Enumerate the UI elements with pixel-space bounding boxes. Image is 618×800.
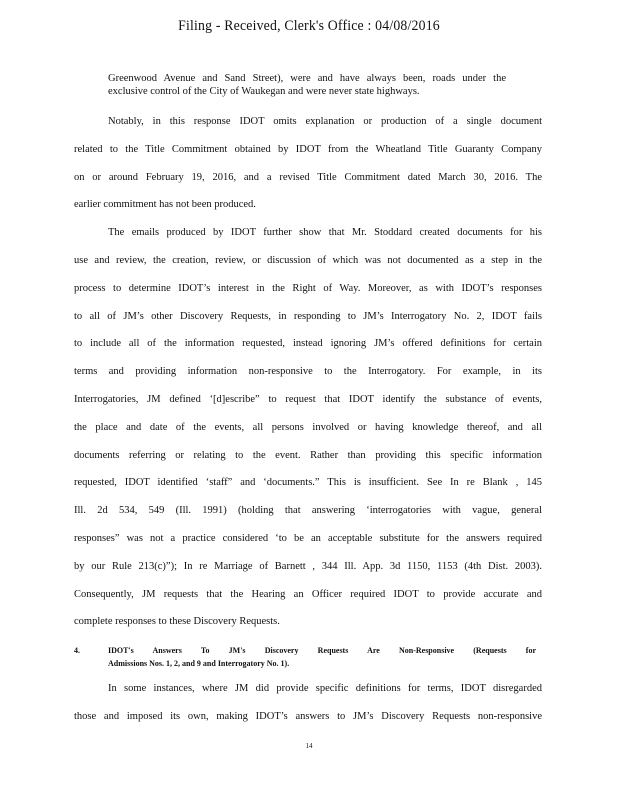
text-line: Notably, in this response IDOT omits explanation or production of a single document [108,116,542,127]
section-heading-line-1: IDOT's Answers To JM's Discovery Requests Are Non-Responsive (Requests for [108,646,536,655]
text-line: responses” was not a practice considered ‘to be an acceptable substitute for the answers required [74,533,542,544]
text-line: documents referring or relating to the event. Rather than providing this specific information [74,450,542,461]
filing-header: Filing - Received, Clerk's Office : 04/08/2016 [178,18,440,34]
section-heading-line-2: Admissions Nos. 1, 2, and 9 and Interrogatory No. 1). [108,659,290,668]
text-line: on or around February 19, 2016, and a revised Title Commitment dated March 30, 2016. The [74,172,542,183]
section-number: 4. [74,646,80,655]
text-line: Consequently, JM requests that the Hearing an Officer required IDOT to provide accurate and [74,589,542,600]
text-line: Greenwood Avenue and Sand Street), were and have always been, roads under the [108,73,506,84]
text-line: The emails produced by IDOT further show that Mr. Stoddard created documents for his [108,227,542,238]
text-line: complete responses to these Discovery Requests. [74,616,280,627]
text-line: those and imposed its own, making IDOT’s answers to JM’s Discovery Requests non-responsive [74,711,542,722]
text-line: In some instances, where JM did provide specific definitions for terms, IDOT disregarded [108,683,542,694]
text-line: to all of JM’s other Discovery Requests, in responding to JM’s Interrogatory No. 2, IDOT fails [74,311,542,322]
text-line: requested, IDOT identified ‘staff” and ‘documents.” This is insufficient. See In re Blank , 145 [74,477,542,488]
text-line: by our Rule 213(c)”); In re Marriage of Barnett , 344 Ill. App. 3d 1150, 1153 (4th Dist. 2003). [74,561,542,572]
text-line: Interrogatories, JM defined ‘[d]escribe” to request that IDOT identify the substance of events, [74,394,542,405]
text-line: Ill. 2d 534, 549 (Ill. 1991) (holding that answering ‘interrogatories with vague, general [74,505,542,516]
text-line: exclusive control of the City of Waukegan and were never state highways. [108,86,420,97]
text-line: to include all of the information requested, instead ignoring JM’s offered definitions for certain [74,338,542,349]
text-line: related to the Title Commitment obtained by IDOT from the Wheatland Title Guaranty Company [74,144,542,155]
text-line: process to determine IDOT’s interest in the Right of Way. Moreover, as with IDOT’s responses [74,283,542,294]
text-line: use and review, the creation, review, or discussion of which was not documented as a step in the [74,255,542,266]
text-line: terms and providing information non-responsive to the Interrogatory. For example, in its [74,366,542,377]
text-line: earlier commitment has not been produced. [74,199,256,210]
page-number: 14 [305,742,313,750]
text-line: the place and date of the events, all persons involved or having knowledge thereof, and all [74,422,542,433]
